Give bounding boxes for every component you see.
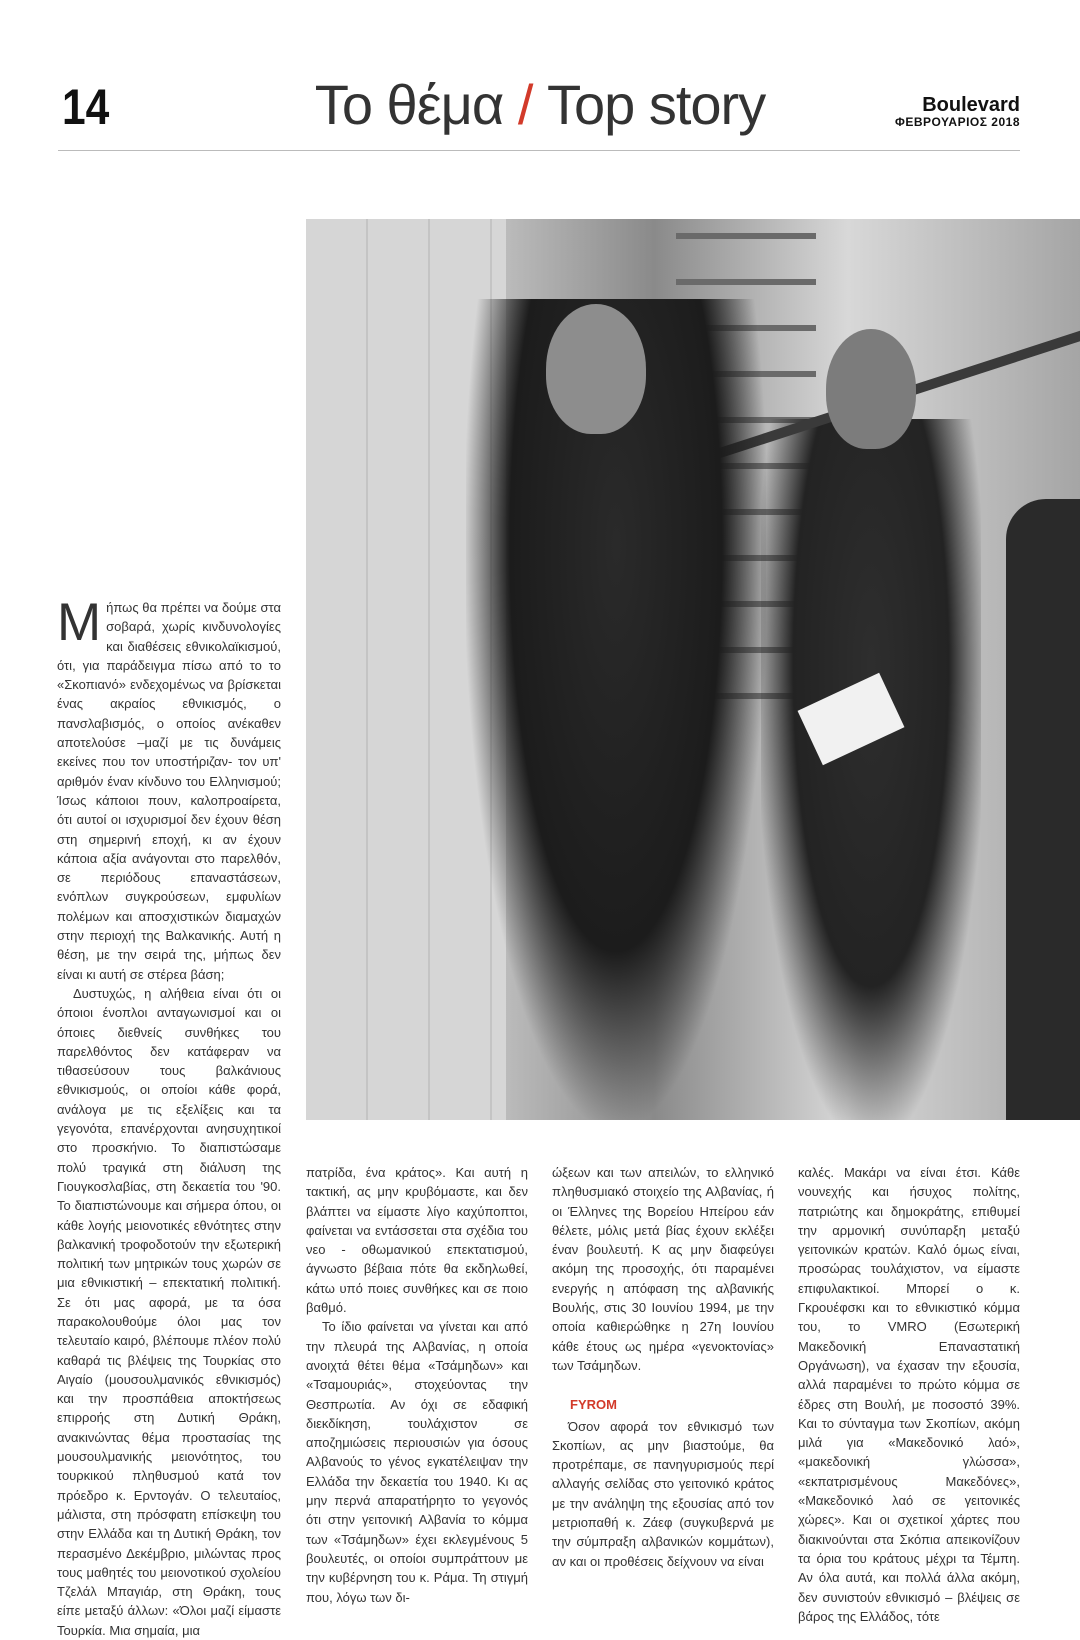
issue-date: ΦΕΒΡΟΥΑΡΙΟΣ 2018 <box>894 115 1020 129</box>
paragraph: ώξεων και των απειλών, το ελληνικό πληθυσμιακό στοιχείο της Αλβανίας, ή οι Έλληνες της Βορείου Ηπείρου εάν θέλετε, μόλις μετά βίας έχουν εκλέξει έναν βουλευτή. Κ ας μην διαφεύγει ακόμη της προσοχής, ότι παραμένει ενεργής η απόφαση της αλβανικής Βουλής, στις 30 Ιουνίου 1994, με την οποία καθιερώθηκε η 27η Ιουνίου κάθε έτους ως ημέρα «γενοκτονίας» των Τσάμηδων. <box>552 1165 774 1373</box>
header-divider <box>58 150 1020 151</box>
paragraph: Όσον αφορά τον εθνικισμό των Σκοπίων, ας μην βιαστούμε, θα προτρέπαμε, σε πανηγυρισμούς περί αλλαγής σελίδας στο γειτονικό κράτος με την ανάληψη της εξουσίας από τον μετριοπαθή κ. Ζάεφ (συγκυβερνά με την σύμπραξη αλβανικών κομμάτων), αν και οι προθέσεις δείχνουν να είναι <box>552 1418 774 1569</box>
article-column-2 <box>306 1163 528 1607</box>
subheading: FYROM <box>570 1397 617 1413</box>
article-column-4 <box>798 1163 1020 1626</box>
drop-cap: Μ <box>57 593 102 652</box>
section-title-greek: Το θέμα <box>314 73 504 136</box>
paragraph: Δυστυχώς, η αλήθεια είναι ότι οι όποιοι ένοπλοι ανταγωνισμοί και οι όποιες διεθνείς συνθήκες του παρελθόντος δεν κατάφεραν να τιθασεύσουν τους βαλκάνιους εθνικισμούς, οι οποίοι κάθε φορά, ανάλογα με τις εξελίξεις και τα γεγονότα, επανέρχονται ανησυχητικοί στο προσκήνιο. Το διαπιστώσαμε πολύ τραγικά στη διάλυση της Γιουγκοσλαβίας, στη δεκαετία του '90. Το διαπιστώνουμε και σήμερα όπου, οι κάθε λογής μειονοτικές εθνότητες στην βαλκανική τροφοδοτούν την εξωτερική πολιτική των μητρικών τους χωρών σε μια εθνικιστική – επεκτατική πολιτική. Σε ότι μας αφορά, με τα όσα παρακολουθούμε όλοι μας τον τελευταίο καιρό, βλέπουμε πλέον πολύ καθαρά τις βλέψεις της Τουρκίας στο Αιγαίο (μουσουλμανικός εθνικισμός) και την προσπάθεια αποκτήσεως επιρροής στη Δυτική Θράκη, ανακινώντας θέμα προστασίας της μουσουλμανικής μειονότητος, του τουρκικού πληθυσμού κατά τον πρόεδρο κ. Ερντογάν. Ο τελευταίος, μάλιστα, στη πρόσφατη επίσκεψη του στην Ελλάδα και τη Δυτική Θράκη, τον περασμένο Δεκέμβριο, μιλώντας προς τους μαθητές του μειονοτικού σχολείου Τζελάλ Μπαγιάρ, στη Θράκη, τους είπε μεταξύ άλλων: «Όλοι μαζί είμαστε Τουρκία. Μια σημαία, μια <box>57 985 281 1638</box>
page-number: 14 <box>62 79 110 135</box>
article-column-3 <box>552 1163 774 1571</box>
masthead <box>895 95 1020 129</box>
paragraph: Το ίδιο φαίνεται να γίνεται και από την πλευρά της Αλβανίας, η οποία ανοιχτά θέτει θέμα «Τσάμηδων» και «Τσαμουριάς», στοχεύοντας την Θεσπρωτία. Αν όχι σε εδαφική διεκδίκηση, τουλάχιστον σε αποζημιώσεις περιουσιών για όσους Αλβανούς το γένος εγκατέλειψαν την Ελλάδα την δεκαετία του 1940. Κι ας μην περνά απαρατήρητο το γεγονός ότι στην γειτονική Αλβανία το κόμμα των «Τσάμηδων» έχει εκλεγμένους 5 βουλευτές, οι οποίοι συμπράττουν με την κυβέρνηση του κ. Ράμα. Τη στιγμή που, λόγω των δι- <box>306 1319 528 1605</box>
article-photo <box>306 219 1080 1120</box>
paragraph: καλές. Μακάρι να είναι έτσι. Κάθε νουνεχής και ήσυχος πολίτης, πατριώτης και δημοκράτης, επιθυμεί την αρμονική συνύπαρξη μεταξύ γειτονικών κρατών. Καλό όμως είναι, προσώρας τουλάχιστον, να είμαστε επιφυλακτικοί. Μπορεί ο κ. Γκρουέφσκι και το εθνικιστικό κόμμα του, το VMRO (Εσωτερική Μακεδονική Επαναστατική Οργάνωση), να έχασαν την εξουσία, αλλά παραμένει το πρώτο κόμμα σε έδρες στη Βουλή, με ποσοστό 39%. Και το σύνταγμα των Σκοπίων, ακόμη μιλά για «Μακεδονικό λαό», «μακεδονική γλώσσα», «εκπατρισμένους Μακεδόνες», «Μακεδονικό λαό σε γειτονικές χώρες». Και οι σχετικοί χάρτες που διακινούνται στα Σκόπια απεικονίζουν τα όρια του κράτους μέχρι τα Τέμπη. Αν όλα αυτά, και πολλά άλλα ακόμη, δεν συνιστούν εθνικισμό – βλέψεις σε βάρος της Ελλάδος, τότε <box>798 1165 1020 1624</box>
section-slash: / <box>517 73 533 136</box>
paragraph: ήπως θα πρέπει να δούμε στα σοβαρά, χωρίς κινδυνολογίες και διαθέσεις εθνικολαϊκισμού, ότι, για παράδειγμα πίσω από το το «Σκοπιανό» ενδεχομένως να βρίσκεται ένας ακραίος εθνικισμός, ο πανσλαβισμός, ο οποίος ανέκαθεν αποτελούσε –μαζί με τις δυνάμεις εκείνες που τον υποστήριζαν- τον υπ' αριθμόν έναν κίνδυνο του Ελληνισμού; Ίσως κάποιοι πουν, καλοπροαίρετα, ότι αυτοί οι ισχυρισμοί δεν έχουν θέση στη σημερινή εποχή, κι αν έχουν κάποια αξία ανάγονται στο παρελθόν, σε περιόδους επαναστάσεων, ενόπλων συγκρούσεων, εμφυλίων πολέμων και αποσχιστικών διαμαχών στην περιοχή της Βαλκανικής. Αυτή η θέση, με την σειρά της, μήπως δεν είναι κι αυτή σε στέρεα βάση; <box>57 600 281 982</box>
section-title-english: Top story <box>547 73 766 136</box>
brand-logo: Boulevard <box>922 94 1020 116</box>
article-column-1 <box>57 593 281 1640</box>
paragraph: πατρίδα, ένα κράτος». Και αυτή η τακτική, ας μην κρυβόμαστε, και δεν βλάπτει να είμαστε λίγο καχύποπτοι, φαίνεται να εντάσσεται στα σχέδια του νεο - οθωμανικού επεκτατισμού, άγνωστο βέβαια πότε θα εκδηλωθεί, κάτω υπό ποιες συνθήκες και σε ποιο βαθμό. <box>306 1165 528 1316</box>
